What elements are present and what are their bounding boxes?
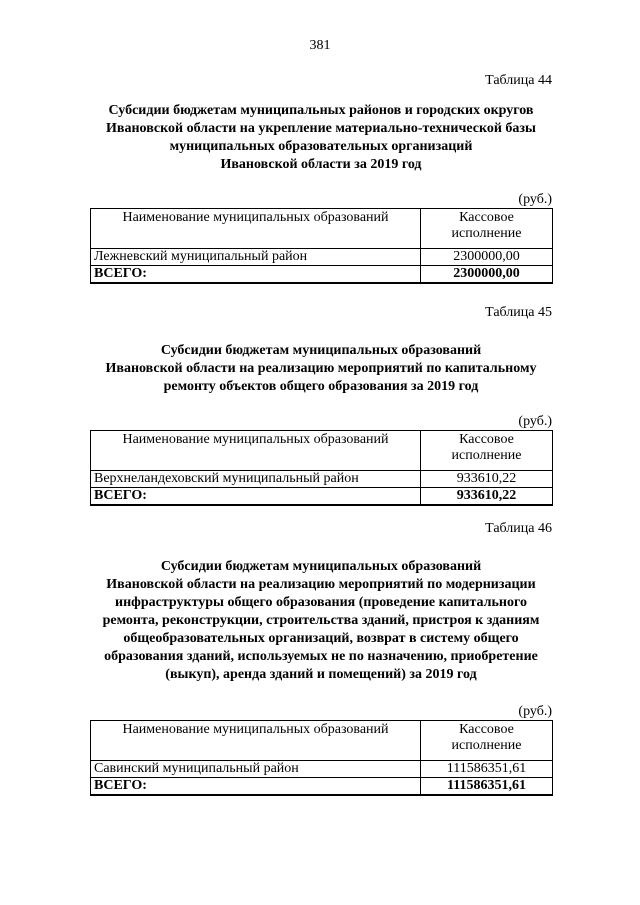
total-value: 933610,22	[421, 488, 553, 506]
column-header-name: Наименование муниципальных образований	[91, 721, 421, 761]
title-line: Ивановской области за 2019 год	[220, 157, 422, 172]
table-row	[91, 471, 553, 488]
page-number: 381	[309, 38, 331, 53]
cash-execution-value: 111586351,61	[421, 761, 553, 778]
data-table	[90, 720, 553, 796]
table-title	[90, 342, 552, 396]
total-row	[91, 778, 553, 796]
total-label: ВСЕГО:	[91, 778, 421, 796]
table-title	[90, 102, 552, 174]
table-header-row	[91, 431, 553, 471]
total-value: 2300000,00	[421, 266, 553, 284]
table-row	[91, 249, 553, 266]
title-line: образования зданий, используемых не по назначению, приобретение	[104, 649, 538, 664]
cash-execution-value: 933610,22	[421, 471, 553, 488]
title-line: Субсидии бюджетам муниципальных образований	[160, 559, 482, 574]
table-label: Таблица 44	[485, 73, 552, 88]
total-label: ВСЕГО:	[91, 488, 421, 506]
title-line: Субсидии бюджетам муниципальных образований	[160, 343, 482, 358]
data-table	[90, 430, 553, 506]
table-header-row	[91, 209, 553, 249]
table-row	[91, 761, 553, 778]
municipality-name: Савинский муниципальный район	[91, 761, 421, 778]
total-label: ВСЕГО:	[91, 266, 421, 284]
total-row	[91, 266, 553, 284]
column-header-value: Кассовое исполнение	[421, 431, 553, 471]
column-header-value: Кассовое исполнение	[421, 209, 553, 249]
title-line: Ивановской области на укрепление материально-технической базы	[106, 121, 536, 136]
cash-execution-value: 2300000,00	[421, 249, 553, 266]
total-row	[91, 488, 553, 506]
title-line: (выкуп), аренда зданий и помещений) за 2019 год	[165, 667, 477, 682]
table-header-row	[91, 721, 553, 761]
table-section-44	[90, 72, 552, 284]
unit-label: (руб.)	[518, 414, 552, 429]
municipality-name: Верхнеландеховский муниципальный район	[91, 471, 421, 488]
title-line: Ивановской области на реализацию мероприятий по капитальному	[105, 361, 537, 376]
column-header-name: Наименование муниципальных образований	[91, 209, 421, 249]
municipality-name: Лежневский муниципальный район	[91, 249, 421, 266]
title-line: Субсидии бюджетам муниципальных районов и городских округов	[108, 103, 534, 118]
data-table	[90, 208, 553, 284]
column-header-name: Наименование муниципальных образований	[91, 431, 421, 471]
total-value: 111586351,61	[421, 778, 553, 796]
table-section-45	[90, 304, 552, 506]
column-header-value: Кассовое исполнение	[421, 721, 553, 761]
unit-label: (руб.)	[518, 704, 552, 719]
table-title	[90, 558, 552, 684]
title-line: инфраструктуры общего образования (проведение капитального	[115, 595, 527, 610]
title-line: Ивановской области на реализацию мероприятий по модернизации	[106, 577, 536, 592]
unit-label: (руб.)	[518, 192, 552, 207]
table-label: Таблица 46	[485, 521, 552, 536]
title-line: ремонту объектов общего образования за 2019 год	[163, 379, 479, 394]
title-line: общеобразовательных организаций, возврат в систему общего	[123, 631, 519, 646]
table-label: Таблица 45	[485, 305, 552, 320]
title-line: муниципальных образовательных организаций	[169, 139, 473, 154]
table-section-46	[90, 520, 552, 796]
title-line: ремонта, реконструкции, строительства зданий, пристроя к зданиям	[102, 613, 540, 628]
